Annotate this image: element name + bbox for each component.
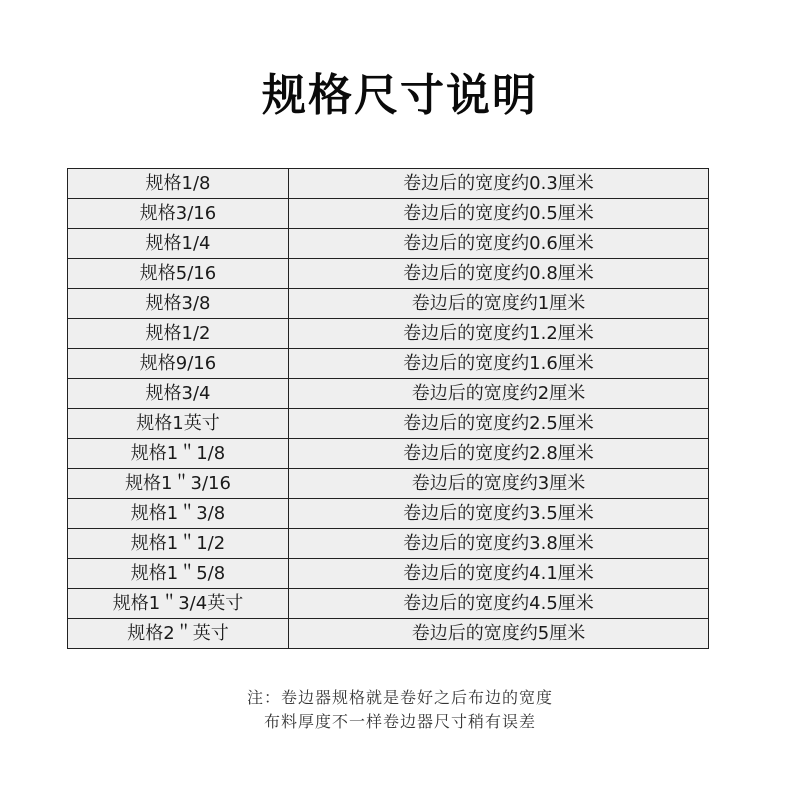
spec-cell: 规格1＂3/4英寸 — [68, 589, 289, 619]
table-row — [68, 619, 709, 649]
spec-cell: 规格1/8 — [68, 169, 289, 199]
spec-cell: 规格5/16 — [68, 259, 289, 289]
table-row — [68, 199, 709, 229]
spec-cell: 规格1/2 — [68, 319, 289, 349]
width-cell: 卷边后的宽度约2厘米 — [289, 379, 709, 409]
width-cell: 卷边后的宽度约2.8厘米 — [289, 439, 709, 469]
width-cell: 卷边后的宽度约0.8厘米 — [289, 259, 709, 289]
width-cell: 卷边后的宽度约0.3厘米 — [289, 169, 709, 199]
width-cell: 卷边后的宽度约4.1厘米 — [289, 559, 709, 589]
table-row — [68, 229, 709, 259]
spec-cell: 规格3/8 — [68, 289, 289, 319]
spec-cell: 规格1/4 — [68, 229, 289, 259]
width-cell: 卷边后的宽度约3厘米 — [289, 469, 709, 499]
width-cell: 卷边后的宽度约0.5厘米 — [289, 199, 709, 229]
spec-cell: 规格1＂1/2 — [68, 529, 289, 559]
table-row — [68, 469, 709, 499]
table-row — [68, 589, 709, 619]
spec-cell: 规格1＂3/8 — [68, 499, 289, 529]
table-row — [68, 439, 709, 469]
spec-cell: 规格1＂5/8 — [68, 559, 289, 589]
spec-cell: 规格1＂1/8 — [68, 439, 289, 469]
width-cell: 卷边后的宽度约1厘米 — [289, 289, 709, 319]
width-cell: 卷边后的宽度约3.8厘米 — [289, 529, 709, 559]
width-cell: 卷边后的宽度约1.6厘米 — [289, 349, 709, 379]
table-row — [68, 169, 709, 199]
spec-cell: 规格9/16 — [68, 349, 289, 379]
footnote-line: 布料厚度不一样卷边器尺寸稍有误差 — [263, 712, 536, 731]
spec-cell: 规格3/16 — [68, 199, 289, 229]
table-row — [68, 529, 709, 559]
spec-table-body — [68, 169, 709, 649]
table-row — [68, 559, 709, 589]
page-title: 规格尺寸说明 — [262, 70, 538, 121]
spec-cell: 规格1英寸 — [68, 409, 289, 439]
footnote — [0, 686, 800, 734]
spec-cell: 规格3/4 — [68, 379, 289, 409]
table-row — [68, 379, 709, 409]
width-cell: 卷边后的宽度约0.6厘米 — [289, 229, 709, 259]
width-cell: 卷边后的宽度约5厘米 — [289, 619, 709, 649]
table-row — [68, 259, 709, 289]
spec-table — [67, 168, 709, 649]
spec-cell: 规格1＂3/16 — [68, 469, 289, 499]
table-row — [68, 349, 709, 379]
width-cell: 卷边后的宽度约2.5厘米 — [289, 409, 709, 439]
table-row — [68, 409, 709, 439]
width-cell: 卷边后的宽度约1.2厘米 — [289, 319, 709, 349]
table-row — [68, 499, 709, 529]
table-row — [68, 289, 709, 319]
spec-cell: 规格2＂英寸 — [68, 619, 289, 649]
width-cell: 卷边后的宽度约4.5厘米 — [289, 589, 709, 619]
table-row — [68, 319, 709, 349]
footnote-line: 注：卷边器规格就是卷好之后布边的宽度 — [246, 688, 553, 707]
width-cell: 卷边后的宽度约3.5厘米 — [289, 499, 709, 529]
